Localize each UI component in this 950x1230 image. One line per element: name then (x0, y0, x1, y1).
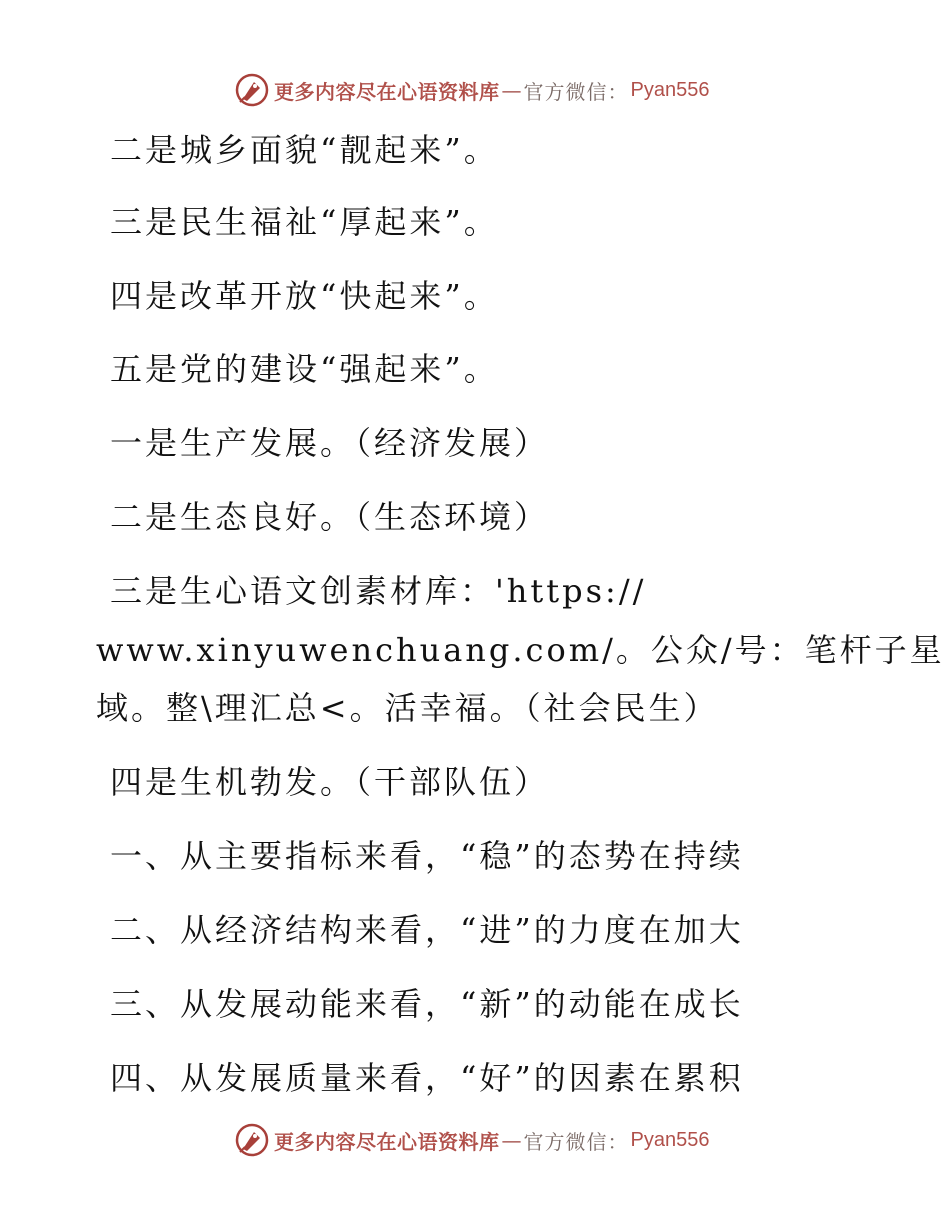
banner-separator: — (501, 1128, 522, 1152)
pen-nib-icon (234, 1122, 270, 1158)
text-line: 三、从发展动能来看，“新”的动能在成长 (110, 985, 744, 1023)
banner-text: 更多内容尽在心语资料库 (274, 79, 500, 104)
text-line: 二是生态良好。（生态环境） (110, 498, 550, 536)
banner-text: 更多内容尽在心语资料库 (274, 1129, 500, 1154)
text-line: www.xinyuwenchuang.com/。公众/号：笔杆子星 (96, 631, 945, 669)
footer-banner (234, 1122, 709, 1158)
text-line: 四是改革开放“快起来”。 (110, 277, 499, 315)
text-line: 四、从发展质量来看，“好”的因素在累积 (110, 1059, 744, 1097)
banner-label: 官方微信： (523, 79, 629, 104)
text-line: 一、从主要指标来看，“稳”的态势在持续 (110, 837, 744, 875)
text-line: 域。整\理汇总<。活幸福。（社会民生） (96, 689, 719, 727)
banner-wechat-id: Pyan556 (630, 1128, 710, 1151)
text-line: 五是党的建设“强起来”。 (110, 350, 499, 388)
text-line: 一是生产发展。（经济发展） (110, 424, 550, 462)
text-line: 三是民生福祉“厚起来”。 (110, 203, 499, 241)
text-line: 三是生心语文创素材库：'https:// (110, 572, 647, 610)
banner-separator: — (501, 78, 522, 102)
banner-wechat-id: Pyan556 (630, 78, 710, 101)
text-line: 二是城乡面貌“靓起来”。 (110, 131, 499, 169)
text-line: 四是生机勃发。（干部队伍） (110, 763, 550, 801)
text-line: 二、从经济结构来看，“进”的力度在加大 (110, 911, 744, 949)
banner-label: 官方微信： (523, 1129, 629, 1154)
